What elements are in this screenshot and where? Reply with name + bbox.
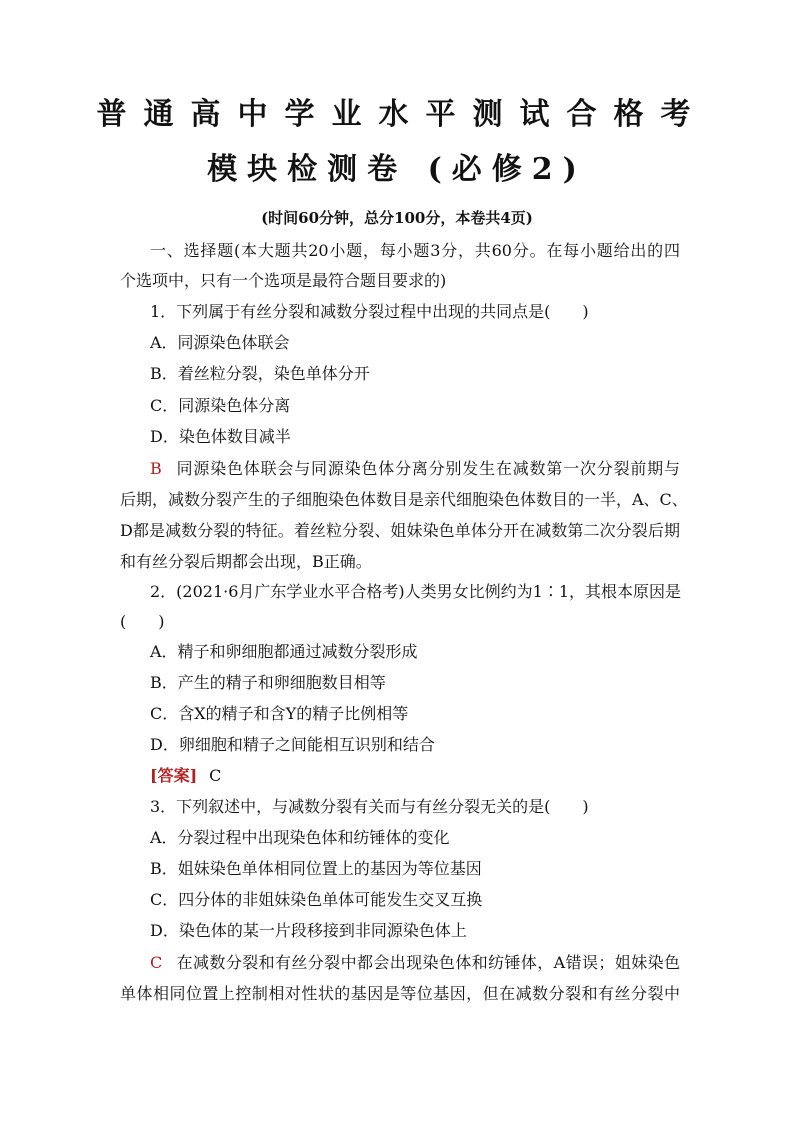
question-1-explanation-line4: 和有丝分裂后期都会出现，B正确。: [120, 552, 372, 571]
question-2-answer-line: [150, 765, 680, 787]
question-1-option-b: B．着丝粒分裂，染色单体分开: [150, 364, 370, 383]
page-title-line1: 普通高中学业水平测试合格考: [96, 97, 708, 132]
question-3-stem: 3．下列叙述中，与减数分裂有关而与有丝分裂无关的是( ): [150, 797, 589, 816]
question-1-explanation-line1: [150, 458, 680, 480]
question-1-explanation-line3: D都是减数分裂的特征。着丝粒分裂、姐妹染色单体分开在减数第二次分裂后期: [120, 521, 680, 540]
question-2-option-d: D．卵细胞和精子之间能相互识别和结合: [150, 735, 435, 754]
question-3-option-a: A．分裂过程中出现染色体和纺锤体的变化: [150, 828, 450, 847]
question-3-option-b: B．姐妹染色单体相同位置上的基因为等位基因: [150, 859, 482, 878]
question-2-option-a: A．精子和卵细胞都通过减数分裂形成: [150, 642, 418, 661]
question-1-explanation-text: 同源染色体联会与同源染色体分离分别发生在减数第一次分裂前期与: [175, 459, 680, 478]
question-1-option-a: A．同源染色体联会: [150, 333, 290, 352]
page-title-line2: 模块检测卷 (必修2): [207, 152, 587, 187]
question-2-answer: C: [209, 766, 222, 785]
question-3-option-d: D．染色体的某一片段移接到非同源染色体上: [150, 921, 467, 940]
question-2-stem-line2: ( ): [120, 612, 165, 631]
question-2-option-b: B．产生的精子和卵细胞数目相等: [150, 673, 386, 692]
section-heading-line2: 个选项中，只有一个选项是最符合题目要求的): [120, 271, 447, 290]
question-1-stem: 1．下列属于有丝分裂和减数分裂过程中出现的共同点是( ): [150, 302, 589, 321]
question-1-option-d: D．染色体数目减半: [150, 427, 291, 446]
section-heading-line1: 一、选择题(本大题共20小题，每小题3分，共60分。在每小题给出的四: [150, 241, 680, 260]
question-3-answer: C: [150, 953, 163, 972]
question-3-explanation-text: 在减数分裂和有丝分裂中都会出现染色体和纺锤体，A错误；姐妹染色: [176, 953, 680, 972]
question-1-explanation-line2: 后期，减数分裂产生的子细胞染色体数目是亲代细胞染色体数目的一半，A、C、: [120, 490, 688, 509]
answer-tag: [答案]: [150, 766, 198, 785]
question-3-explanation-line2: 单体相同位置上控制相对性状的基因是等位基因，但在减数分裂和有丝分裂中: [120, 984, 680, 1003]
question-1-answer: B: [150, 459, 162, 478]
question-3-explanation-line1: [150, 952, 680, 974]
question-3-option-c: C．四分体的非姐妹染色单体可能发生交叉互换: [150, 890, 483, 909]
question-1-option-c: C．同源染色体分离: [150, 396, 291, 415]
exam-info: (时间60分钟，总分100分，本卷共4页): [261, 209, 533, 227]
question-2-stem-line1: 2．(2021·6月广东学业水平合格考)人类男女比例约为1∶1，其根本原因是: [150, 582, 682, 601]
question-2-option-c: C．含X的精子和含Y的精子比例相等: [150, 704, 409, 723]
